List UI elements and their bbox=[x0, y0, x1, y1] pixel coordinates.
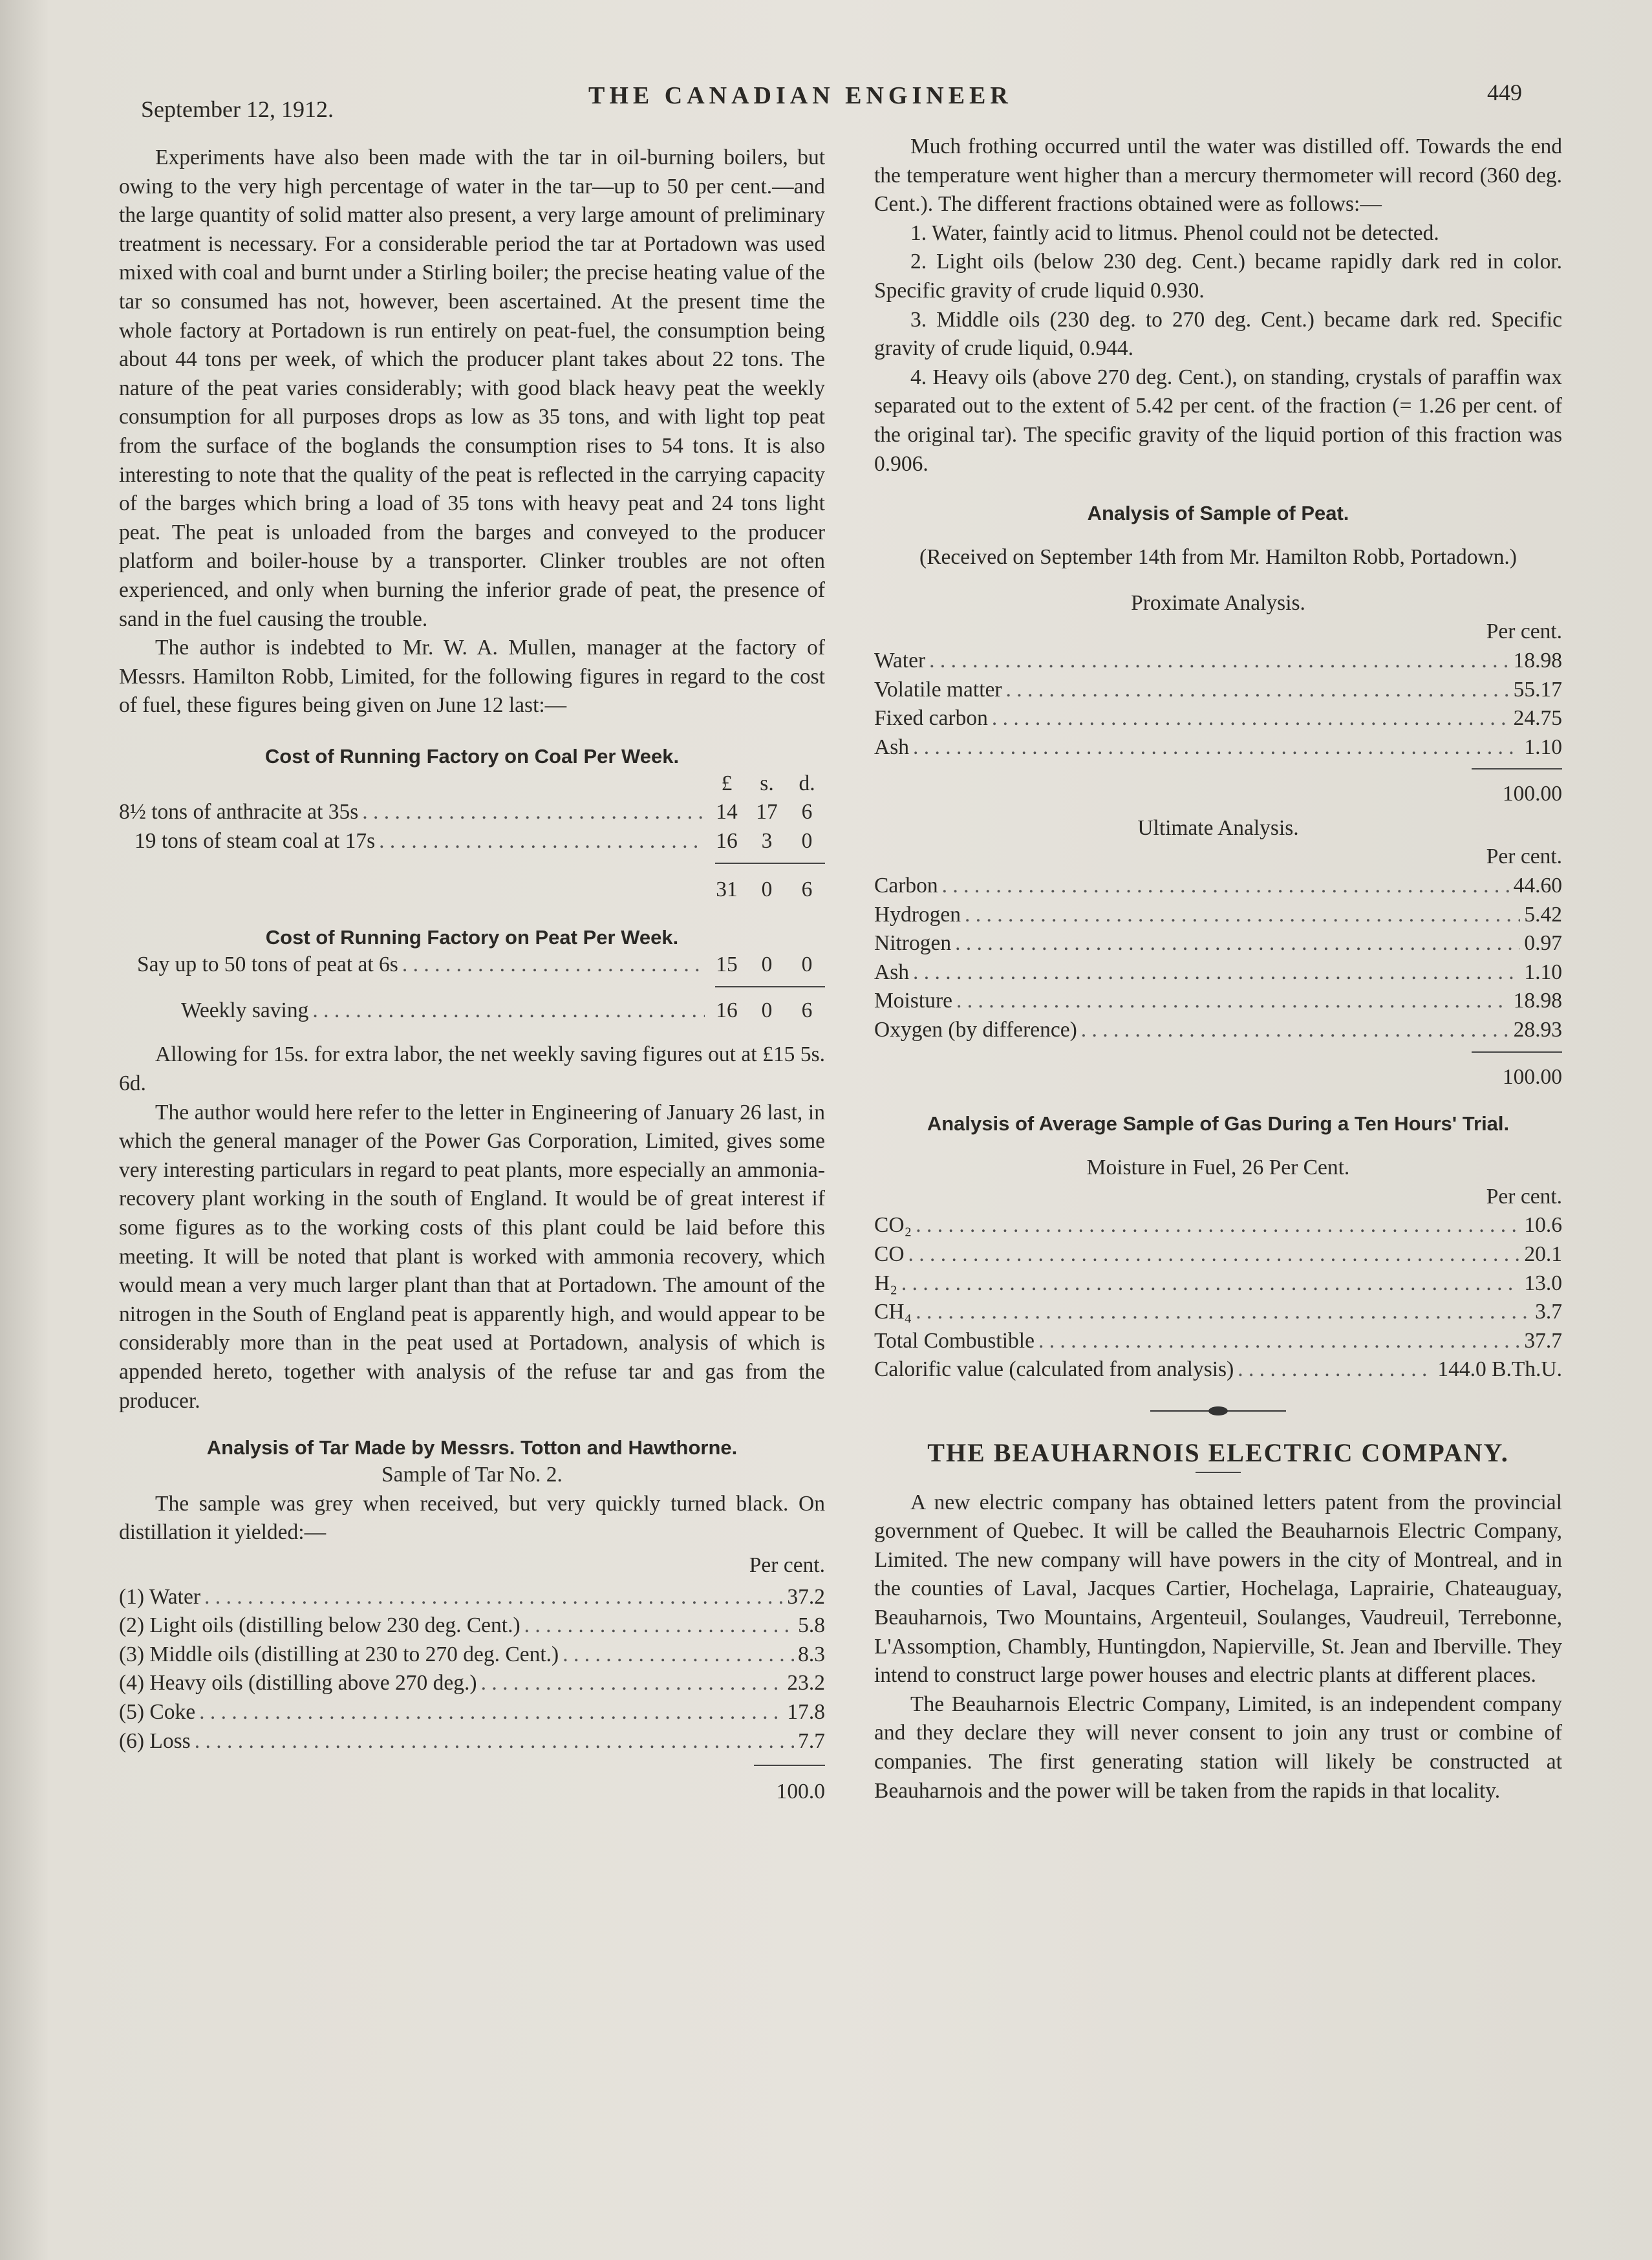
peat-cost-row: Say up to 50 tons of peat at 6s . . . 15 0 0 bbox=[119, 951, 825, 980]
divider bbox=[754, 1765, 825, 1766]
coal-row-steam: 19 tons of steam coal at 17s . . . 16 3 0 bbox=[119, 827, 825, 856]
gas-analysis-heading: Analysis of Average Sample of Gas During a Ten Hours' Trial. bbox=[927, 1112, 1510, 1135]
ultimate-row: Hydrogen . . . 5.42 bbox=[874, 901, 1562, 930]
proximate-row: Volatile matter . . . 55.17 bbox=[874, 676, 1562, 705]
peat-received-note: (Received on September 14th from Mr. Hamilton Robb, Portadown.) bbox=[919, 545, 1517, 570]
peat-cost-heading: Cost of Running Factory on Peat Per Week. bbox=[265, 926, 679, 949]
per-cent-header: Per cent. bbox=[1486, 619, 1562, 644]
tar-row: (1) Water . . . 37.2 bbox=[119, 1583, 825, 1612]
paragraph-frothing: Much frothing occurred until the water was distilled off. Towards the end the temperature went higher than a mercury thermometer will record (360 deg. Cent.). The different fractions obtained were as follows:— bbox=[874, 135, 1562, 217]
tar-analysis-heading: Analysis of Tar Made by Messrs. Totton and Hawthorne. bbox=[206, 1436, 738, 1459]
paragraph-mullen-figures: The author is indebted to Mr. W. A. Mullen, manager at the factory of Messrs. Hamilton Robb, Limited, for the following figures in regard to the cost of fuel, these figures being given on June 12 last:— bbox=[119, 636, 825, 718]
ultimate-row: Oxygen (by difference) . . . 28.93 bbox=[874, 1016, 1562, 1045]
tar-row: (5) Coke . . . 17.8 bbox=[119, 1698, 825, 1727]
ultimate-total: 100.00 bbox=[1502, 1064, 1562, 1089]
paragraph-net-saving: Allowing for 15s. for extra labor, the net weekly saving figures out at £15 5s. 6d. bbox=[119, 1042, 825, 1096]
tar-row: (6) Loss . . . 7.7 bbox=[119, 1727, 825, 1756]
article-title: THE BEAUHARNOIS ELECTRIC COMPANY. bbox=[927, 1437, 1509, 1467]
proximate-row: Water . . . 18.98 bbox=[874, 647, 1562, 676]
ultimate-row: Nitrogen . . . 0.97 bbox=[874, 929, 1562, 958]
tar-row: (2) Light oils (distilling below 230 deg. Cent.) . . . 5.8 bbox=[119, 1611, 825, 1641]
running-head bbox=[0, 72, 1652, 122]
ultimate-row: Carbon . . . 44.60 bbox=[874, 872, 1562, 901]
ultimate-row: Ash . . . 1.10 bbox=[874, 958, 1562, 987]
shillings-header: s. bbox=[760, 771, 774, 795]
divider bbox=[1472, 768, 1562, 769]
gas-row: CH₄ . . . 3.7 bbox=[874, 1298, 1562, 1327]
calorific-value-row: Calorific value (calculated from analysis) . . . 144.0 B.Th.U. bbox=[874, 1355, 1562, 1384]
ornament-divider bbox=[874, 1391, 1562, 1419]
tar-sample-label: Sample of Tar No. 2. bbox=[381, 1463, 563, 1487]
fraction-middle-oils: 3. Middle oils (230 deg. to 270 deg. Cent.) became dark red. Specific gravity of crude liquid, 0.944. bbox=[874, 307, 1562, 361]
left-column bbox=[119, 144, 825, 1807]
proximate-title: Proximate Analysis. bbox=[1131, 590, 1305, 615]
fraction-light-oils: 2. Light oils (below 230 deg. Cent.) became rapidly dark red in color. Specific gravity of crude liquid 0.930. bbox=[874, 250, 1562, 303]
divider bbox=[1196, 1472, 1241, 1473]
divider bbox=[715, 863, 825, 864]
pence-header: d. bbox=[799, 771, 815, 795]
paragraph-engineering-letter: The author would here refer to the letter in Engineering of January 26 last, in which the general manager of the Power Gas Corporation, Limited, gives some very interesting particulars in regard to peat plants, more especially an ammonia-recovery plant working in the south of England. It would be of great interest if some figures as to the working costs of this plant could be laid before this meeting. It will be noted that plant is worked with ammonia recovery, which would mean a very much larger plant than that at Portadown. The amount of the nitrogen in the South of England peat is apparently high, and would appear to be considerably more than in the peat used at Portadown, analysis of which is appended hereto, together with analysis of the refuse tar and gas from the producer. bbox=[119, 1100, 825, 1413]
pounds-header: £ bbox=[721, 771, 733, 795]
gas-row: Total Combustible . . . 37.7 bbox=[874, 1327, 1562, 1356]
paragraph-beauharnois-1: A new electric company has obtained letters patent from the provincial government of Quebec. It will be called the Beauharnois Electric Company, Limited. The new company will have powers in the city of Montreal, and in the counties of Laval, Jacques Cartier, Hochelaga, Laprairie, Chateauguay, Beauharnois, Two Mountains, Argenteuil, Soulanges, Vaudreuil, Terrebonne, L'Assomption, Chambly, Huntingdon, Napierville, St. Jean and Iberville. They intend to construct large power houses and electric plants at different places. bbox=[874, 1490, 1562, 1688]
money-column-header bbox=[119, 769, 825, 799]
ultimate-row: Moisture . . . 18.98 bbox=[874, 987, 1562, 1016]
gas-row: CO₂ . . . 10.6 bbox=[874, 1211, 1562, 1240]
page-number: 449 bbox=[1487, 80, 1522, 105]
paragraph-beauharnois-2: The Beauharnois Electric Company, Limited, is an independent company and they declare they will never consent to join any trust or combine of companies. The first generating station will likely be constructed at Beauharnois and the power will be taken from the rapids in that locality. bbox=[874, 1692, 1562, 1803]
peat-analysis-heading: Analysis of Sample of Peat. bbox=[1087, 502, 1349, 525]
journal-title: THE CANADIAN ENGINEER bbox=[588, 82, 1013, 109]
gas-row: CO . . . 20.1 bbox=[874, 1240, 1562, 1269]
divider bbox=[715, 986, 825, 987]
paragraph-tar-boilers: Experiments have also been made with the tar in oil-burning boilers, but owing to the very high percentage of water in the tar—up to 50 per cent.—and the large quantity of solid matter also present, a very large amount of preliminary treatment is necessary. For a considerable period the tar at Portadown was used mixed with coal and burnt under a Stirling boiler; the precise heating value of the tar so consumed has not, however, been ascertained. At the present time the whole factory at Portadown is run entirely on peat-fuel, the consumption being about 44 tons per week, of which the producer plant takes about 22 tons. The nature of the peat varies considerably; with good black heavy peat the weekly consumption for all purposes drops as low as 35 tons, and with light top peat from the surface of the boglands the consumption rises to 54 tons. It is also interesting to note that the quality of the peat is reflected in the carrying capacity of the barges which bring a load of 35 tons with heavy peat and 24 tons light peat. The peat is unloaded from the barges and conveyed to the producer platform and boiler-house by a transporter. Clinker troubles are not often experienced, and only when burning the inferior grade of peat, the presence of sand in the fuel causing the trouble. bbox=[119, 145, 825, 631]
gas-row: H₂ . . . 13.0 bbox=[874, 1269, 1562, 1298]
proximate-row: Fixed carbon . . . 24.75 bbox=[874, 704, 1562, 733]
fraction-heavy-oils: 4. Heavy oils (above 270 deg. Cent.), on standing, crystals of paraffin wax separated out to the extent of 5.42 per cent. of the fraction (= 1.26 per cent. of the original tar). The specific gravity of the liquid portion of this fraction was 0.906. bbox=[874, 365, 1562, 476]
coal-total-row: 31 0 6 bbox=[716, 877, 813, 901]
proximate-total: 100.00 bbox=[1502, 782, 1562, 806]
per-cent-header: Per cent. bbox=[1486, 845, 1562, 869]
tar-row: (4) Heavy oils (distilling above 270 deg.) . . . 23.2 bbox=[119, 1669, 825, 1698]
tar-total: 100.0 bbox=[776, 1780, 825, 1804]
weekly-saving-row: Weekly saving . . . 16 0 6 bbox=[119, 996, 825, 1026]
divider bbox=[1472, 1051, 1562, 1053]
proximate-row: Ash . . . 1.10 bbox=[874, 733, 1562, 762]
paragraph-tar-sample: The sample was grey when received, but very quickly turned black. On distillation it yielded:— bbox=[119, 1491, 825, 1545]
coal-row-anthracite: 8½ tons of anthracite at 35s . . . 14 17 6 bbox=[119, 798, 825, 827]
per-cent-header: Per cent. bbox=[749, 1553, 825, 1577]
coal-cost-heading: Cost of Running Factory on Coal Per Week. bbox=[264, 744, 680, 768]
right-column bbox=[874, 133, 1562, 1805]
ultimate-title: Ultimate Analysis. bbox=[1137, 815, 1299, 840]
tar-row: (3) Middle oils (distilling at 230 to 270 deg. Cent.) . . . 8.3 bbox=[119, 1641, 825, 1670]
fraction-water: 1. Water, faintly acid to litmus. Phenol could not be detected. bbox=[910, 221, 1439, 245]
gas-moisture-note: Moisture in Fuel, 26 Per Cent. bbox=[1086, 1156, 1350, 1180]
issue-date: September 12, 1912. bbox=[141, 96, 334, 122]
per-cent-header: Per cent. bbox=[1486, 1184, 1562, 1209]
